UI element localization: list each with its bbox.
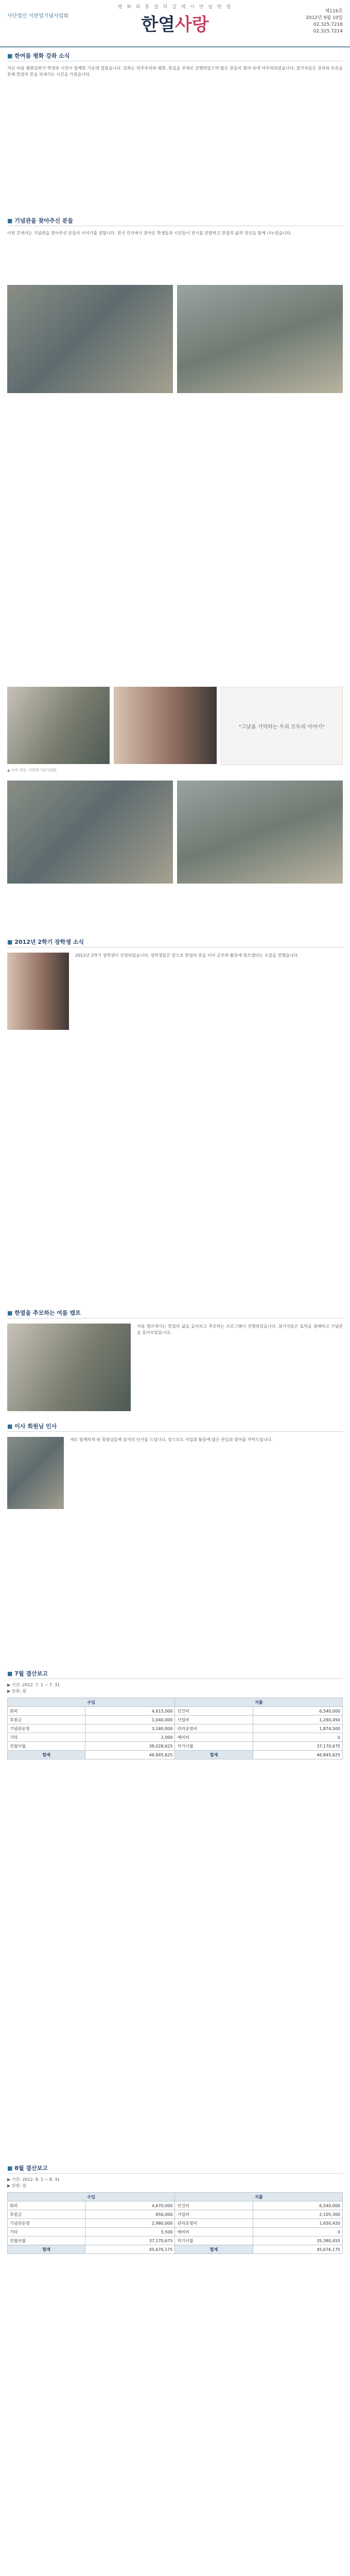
section-title: ■ 이사 회원님 인사	[7, 1422, 343, 1432]
header-slogan: 평 화 와 통 일 의 길 에 서 만 날 한 열	[117, 5, 233, 10]
income-value: 850,000	[85, 2210, 175, 2219]
pull-quote: "그날을 기억하는 우리 모두의 이야기"	[221, 687, 343, 765]
group-photo	[7, 781, 173, 884]
income-header: 수입	[8, 1698, 175, 1707]
scholarship-row	[7, 953, 343, 1030]
group-photo	[7, 285, 173, 393]
section-visitors	[7, 216, 343, 884]
phone-number: 02.325.7216	[313, 22, 343, 27]
table-header-row	[8, 2193, 343, 2201]
income-value: 5,500	[85, 2228, 175, 2236]
section-title: ■ 2012년 2학기 장학생 소식	[7, 938, 343, 947]
expense-label: 예비비	[175, 1733, 253, 1742]
expense-header: 지출	[175, 1698, 343, 1707]
photo-row	[7, 687, 343, 765]
section-body: 이번 호에서는 기념관을 찾아주신 분들의 이야기를 전합니다. 전국 각지에서 찾아온 학생들과 시민들이 전시를 관람하고 한열의 삶과 정신을 함께 나누었습니다.	[7, 231, 292, 235]
section-title: ■ 기념관을 찾아주신 분들	[7, 216, 343, 226]
expense-label: 관리운영비	[175, 1724, 253, 1733]
total-expense: 46,845,625	[253, 1751, 342, 1759]
header	[0, 0, 350, 47]
expense-value: 0	[253, 2228, 342, 2236]
expense-value: 35,380,455	[253, 2236, 342, 2245]
income-label: 기타	[8, 2228, 85, 2236]
expense-value: 0	[253, 1733, 342, 1742]
table-header-row	[8, 1698, 343, 1707]
expense-label: 관리운영비	[175, 2219, 253, 2228]
total-label: 합계	[175, 2245, 253, 2254]
member-portrait	[7, 1437, 64, 1509]
income-value: 3,160,000	[85, 1724, 175, 1733]
finance-note: ▶ 단위: 원	[7, 1689, 27, 1693]
income-label: 기념관운영	[8, 2219, 85, 2228]
income-label: 기타	[8, 1733, 85, 1742]
finance-july	[7, 1669, 343, 1759]
finance-august	[7, 2164, 343, 2254]
total-label: 합계	[175, 1751, 253, 1759]
finance-note: ▶ 기간: 2012. 7. 1 ~ 7. 31	[7, 1683, 60, 1687]
total-row	[8, 1751, 343, 1759]
expense-value: 1,260,450	[253, 1716, 342, 1724]
section-greeting	[7, 1422, 343, 1648]
finance-table	[7, 1698, 343, 1759]
masthead-word-b: 사랑	[175, 14, 209, 35]
expense-value: 1,650,420	[253, 2219, 342, 2228]
publisher-name: 사단법인 이한열기념사업회	[7, 13, 69, 19]
income-value: 1,040,000	[85, 1716, 175, 1724]
expense-label: 인건비	[175, 1707, 253, 1716]
expense-header: 지출	[175, 2193, 343, 2201]
income-label: 전월이월	[8, 1742, 85, 1751]
finance-note: ▶ 단위: 원	[7, 2183, 27, 2188]
camp-row	[7, 1324, 343, 1411]
income-value: 4,670,000	[85, 2201, 175, 2210]
expense-value: 6,540,000	[253, 2201, 342, 2210]
total-expense: 45,676,175	[253, 2245, 342, 2254]
expense-value: 1,874,500	[253, 1724, 342, 1733]
finance-note: ▶ 기간: 2012. 8. 1 ~ 8. 31	[7, 2177, 60, 2182]
photo-caption: ▲ 사진 제공: 이한열기념사업회	[7, 768, 57, 772]
finance-table-body	[8, 1707, 343, 1751]
income-value: 2,980,000	[85, 2219, 175, 2228]
section-title: ■ 한여름 평화 강좌 소식	[7, 52, 343, 61]
table-row	[8, 2219, 343, 2228]
greeting-row	[7, 1437, 343, 1509]
issue-date: 2012년 9월 10일	[306, 15, 343, 21]
finance-table-body	[8, 2201, 343, 2245]
group-photo	[177, 285, 343, 393]
total-income: 45,676,175	[85, 2245, 175, 2254]
table-row	[8, 1716, 343, 1724]
section-title: ■ 8월 결산보고	[7, 2164, 343, 2174]
photo-row	[7, 285, 343, 393]
income-value: 37,170,675	[85, 2236, 175, 2245]
section-summer-camp	[7, 1309, 343, 1411]
photo-row	[7, 781, 343, 884]
section-title: ■ 한열을 추모하는 여름 캠프	[7, 1309, 343, 1318]
expense-label: 인건비	[175, 2201, 253, 2210]
table-row	[8, 2236, 343, 2245]
income-label: 기념관운영	[8, 1724, 85, 1733]
total-row	[8, 2245, 343, 2254]
table-row	[8, 1742, 343, 1751]
expense-label: 차기이월	[175, 1742, 253, 1751]
section-body-continued	[7, 1035, 343, 1303]
income-label: 회비	[8, 2201, 85, 2210]
total-label: 합계	[8, 2245, 85, 2254]
masthead-title	[0, 10, 350, 36]
expense-value: 37,170,675	[253, 1742, 342, 1751]
total-income: 46,845,625	[85, 1751, 175, 1759]
section-body: 새로 함께하게 된 회원님들께 감사의 인사를 드립니다. 앞으로도 사업회 활동에 많은 관심과 참여를 부탁드립니다.	[70, 1437, 273, 1442]
income-label: 후원금	[8, 1716, 85, 1724]
finance-table	[7, 2192, 343, 2254]
group-photo	[177, 781, 343, 884]
camp-photo	[7, 1324, 131, 1411]
section-body-continued	[7, 398, 343, 687]
income-label: 전월이월	[8, 2236, 85, 2245]
table-row	[8, 2201, 343, 2210]
expense-label: 사업비	[175, 2210, 253, 2219]
expense-value: 2,105,300	[253, 2210, 342, 2219]
table-row	[8, 1724, 343, 1733]
section-body-continued	[7, 1514, 343, 1648]
section-summer-lecture	[7, 52, 343, 220]
issue-number: 제116호	[325, 9, 343, 14]
income-label: 후원금	[8, 2210, 85, 2219]
event-photo	[114, 687, 216, 764]
fax-number: 02.325.7214	[313, 29, 343, 34]
expense-value: 6,540,000	[253, 1707, 342, 1716]
section-body: 지난 여름 평화강좌가 학생과 시민이 함께한 가운데 열렸습니다. 강좌는 민주주의와 평화, 통일을 주제로 진행되었으며 많은 분들의 참여 속에 마무리되었습니다. 참가자들은 강의와 토론을 통해 한열의 뜻을 되새기는 시간을 가졌습니다.	[7, 66, 343, 77]
expense-label: 차기이월	[175, 2236, 253, 2245]
table-row	[8, 2210, 343, 2219]
table-row	[8, 1707, 343, 1716]
scholar-portrait	[7, 953, 69, 1030]
section-body: 2012년 2학기 장학생이 선정되었습니다. 장학생들은 앞으로 한열의 뜻을 이어 공부와 활동에 힘쓰겠다는 소감을 전했습니다.	[75, 953, 299, 958]
masthead-word-a: 한열	[141, 14, 175, 35]
income-value: 4,615,000	[85, 1707, 175, 1716]
event-photo	[7, 687, 110, 764]
income-label: 회비	[8, 1707, 85, 1716]
section-title: ■ 7월 결산보고	[7, 1669, 343, 1679]
table-row	[8, 1733, 343, 1742]
expense-label: 사업비	[175, 1716, 253, 1724]
total-label: 합계	[8, 1751, 85, 1759]
issue-meta	[306, 8, 343, 35]
expense-label: 예비비	[175, 2228, 253, 2236]
income-header: 수입	[8, 2193, 175, 2201]
table-row	[8, 2228, 343, 2236]
section-body: 여름 캠프에서는 한열의 삶을 돌아보고 추모하는 프로그램이 진행되었습니다. 참가자들은 묘역을 참배하고 기념관을 둘러보았습니다.	[137, 1324, 343, 1335]
income-value: 2,000	[85, 1733, 175, 1742]
section-scholarship	[7, 938, 343, 1303]
income-value: 38,028,625	[85, 1742, 175, 1751]
